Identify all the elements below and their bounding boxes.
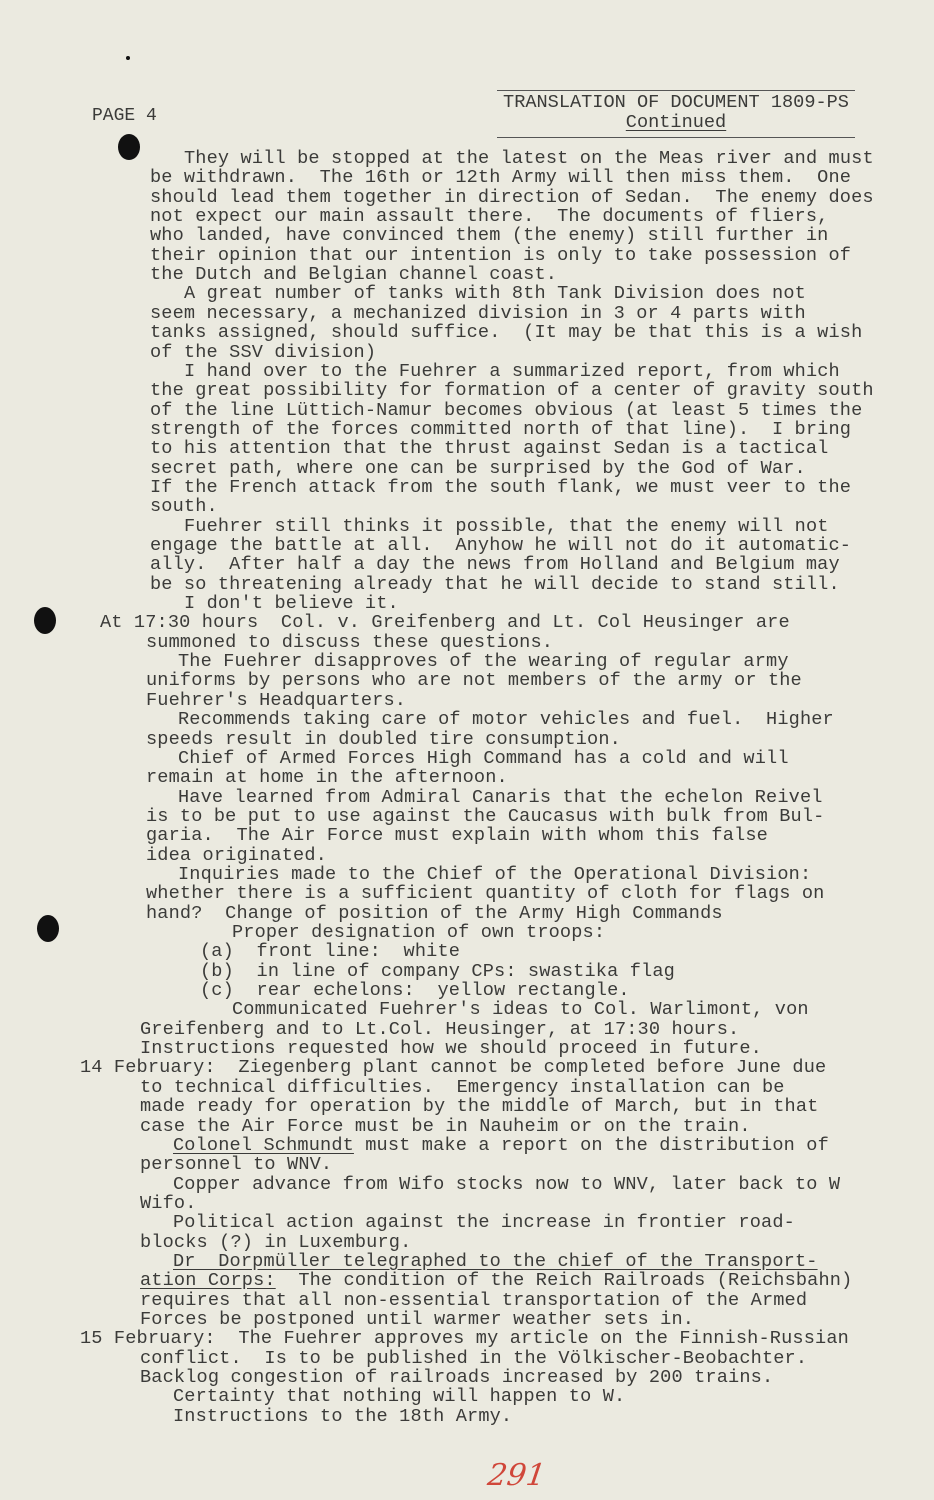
text-line: seem necessary, a mechanized division in 3 or 4 parts with <box>150 302 806 324</box>
list-item: (b) in line of company CPs: swastika flag <box>200 960 675 982</box>
text-line: Forces be postponed until warmer weather sets in. <box>140 1309 695 1330</box>
text-line: Recommends taking care of motor vehicles and fuel. Higher <box>178 709 834 731</box>
text-line: Instructions to the 18th Army. <box>173 1405 513 1427</box>
text-line: Certainty that nothing will happen to W. <box>173 1386 626 1408</box>
text-line: engage the battle at all. Anyhow he will not do it automatic- <box>150 535 852 556</box>
text-line: hand? Change of position of the Army High Commands <box>146 902 723 924</box>
text-line: be so threatening already that he will decide to stand still. <box>150 573 840 595</box>
text-line: Communicated Fuehrer's ideas to Col. Warlimont, von <box>232 999 809 1021</box>
punch-hole <box>37 915 59 942</box>
text-segment: The condition of the Reich Railroads (Reichsbahn) <box>275 1270 853 1292</box>
list-item: (c) rear echelons: yellow rectangle. <box>200 980 630 1002</box>
text-line: case the Air Force must be in Nauheim or on the train. <box>140 1115 751 1137</box>
text-line: Proper designation of own troops: <box>232 922 606 943</box>
text-line: blocks (?) in Luxemburg. <box>140 1231 412 1253</box>
text-line: If the French attack from the south flank, we must veer to the <box>150 476 852 498</box>
text-line: uniforms by persons who are not members of the army or the <box>146 670 802 692</box>
text-line: A great number of tanks with 8th Tank Division does not <box>184 283 806 305</box>
text-line: who landed, have convinced them (the enemy) still further in <box>150 225 829 247</box>
underlined-segment: ation Corps: <box>140 1270 276 1292</box>
text-line: tanks assigned, should suffice. (It may be that this is a wish <box>150 322 863 344</box>
handwritten-page-number: 291 <box>485 1458 548 1493</box>
text-line: summoned to discuss these questions. <box>146 631 554 653</box>
text-line: made ready for operation by the middle of March, but in that <box>140 1096 819 1118</box>
text-line: Fuehrer still thinks it possible, that the enemy will not <box>184 515 829 537</box>
document-subtitle: Continued <box>625 112 727 133</box>
text-line <box>173 1136 829 1156</box>
text-line: not expect our main assault there. The documents of fliers, <box>150 206 829 228</box>
text-line: requires that all non-essential transportation of the Armed <box>140 1289 808 1311</box>
text-line <box>140 1271 852 1291</box>
text-line: remain at home in the afternoon. <box>146 767 508 789</box>
list-item: (a) front line: white <box>200 941 461 963</box>
text-line: Greifenberg and to Lt.Col. Heusinger, at 17:30 hours. <box>140 1018 740 1040</box>
text-line: I don't believe it. <box>184 593 399 615</box>
text-line: secret path, where one can be surprised by the God of War. <box>150 457 806 479</box>
text-line: Instructions requested how we should proceed in future. <box>140 1038 762 1060</box>
text-line: They will be stopped at the latest on the Meas river and must <box>184 148 874 169</box>
text-line: the Dutch and Belgian channel coast. <box>150 264 558 286</box>
text-line: is to be put to use against the Caucasus with bulk from Bul- <box>146 805 825 827</box>
punch-hole-dot <box>126 56 130 60</box>
text-line: strength of the forces committed north of that line). I bring <box>150 418 852 440</box>
text-line: to technical difficulties. Emergency installation can be <box>140 1076 785 1098</box>
text-line: ally. After half a day the news from Holland and Belgium may <box>150 554 840 576</box>
text-line: the great possibility for formation of a center of gravity south <box>150 380 874 402</box>
text-line: personnel to WNV. <box>140 1154 333 1176</box>
text-line: Wifo. <box>140 1192 197 1214</box>
text-line: their opinion that our intention is only to take possession of <box>150 244 852 266</box>
document-header <box>497 90 855 138</box>
text-line: Political action against the increase in frontier road- <box>173 1212 795 1234</box>
text-line: of the line Lüttich-Namur becomes obvious (at least 5 times the <box>150 399 863 421</box>
text-line: speeds result in doubled tire consumption. <box>146 728 621 750</box>
text-line: At 17:30 hours Col. v. Greifenberg and Lt. Col Heusinger are <box>100 612 790 634</box>
text-segment: must make a report on the distribution of <box>353 1134 829 1156</box>
text-line: Backlog congestion of railroads increased by 200 trains. <box>140 1367 774 1389</box>
text-line: should lead them together in direction of Sedan. The enemy does <box>150 186 874 208</box>
text-line: south. <box>150 496 218 518</box>
text-line: Inquiries made to the Chief of the Operational Division: <box>178 863 812 885</box>
text-line: Dr Dorpmüller telegraphed to the chief of the Transport- <box>173 1250 818 1272</box>
punch-hole <box>118 134 140 160</box>
text-line: whether there is a sufficient quantity of cloth for flags on <box>146 883 825 905</box>
text-line: garia. The Air Force must explain with whom this false <box>146 825 768 847</box>
text-line: idea originated. <box>146 844 327 866</box>
text-line: Chief of Armed Forces High Command has a cold and will <box>178 747 789 769</box>
dated-entry: 15 February: The Fuehrer approves my article on the Finnish-Russian <box>80 1328 849 1350</box>
text-line: Have learned from Admiral Canaris that the echelon Reivel <box>178 786 823 808</box>
text-line: Fuehrer's Headquarters. <box>146 689 407 711</box>
text-line: I hand over to the Fuehrer a summarized report, from which <box>184 360 840 382</box>
text-line: conflict. Is to be published in the Völkischer-Beobachter. <box>140 1347 808 1369</box>
document-title: TRANSLATION OF DOCUMENT 1809-PS <box>503 92 849 113</box>
underlined-name: Colonel Schmundt <box>173 1134 354 1156</box>
text-line: to his attention that the thrust against Sedan is a tactical <box>150 438 829 460</box>
text-line: of the SSV division) <box>150 341 377 363</box>
punch-hole <box>34 607 56 634</box>
text-line: be withdrawn. The 16th or 12th Army will then miss them. One <box>150 167 852 189</box>
dated-entry: 14 February: Ziegenberg plant cannot be completed before June due <box>80 1057 827 1079</box>
text-line: The Fuehrer disapproves of the wearing of regular army <box>178 651 789 673</box>
page-label: PAGE 4 <box>92 106 157 126</box>
text-line: Copper advance from Wifo stocks now to WNV, later back to W <box>173 1173 841 1195</box>
